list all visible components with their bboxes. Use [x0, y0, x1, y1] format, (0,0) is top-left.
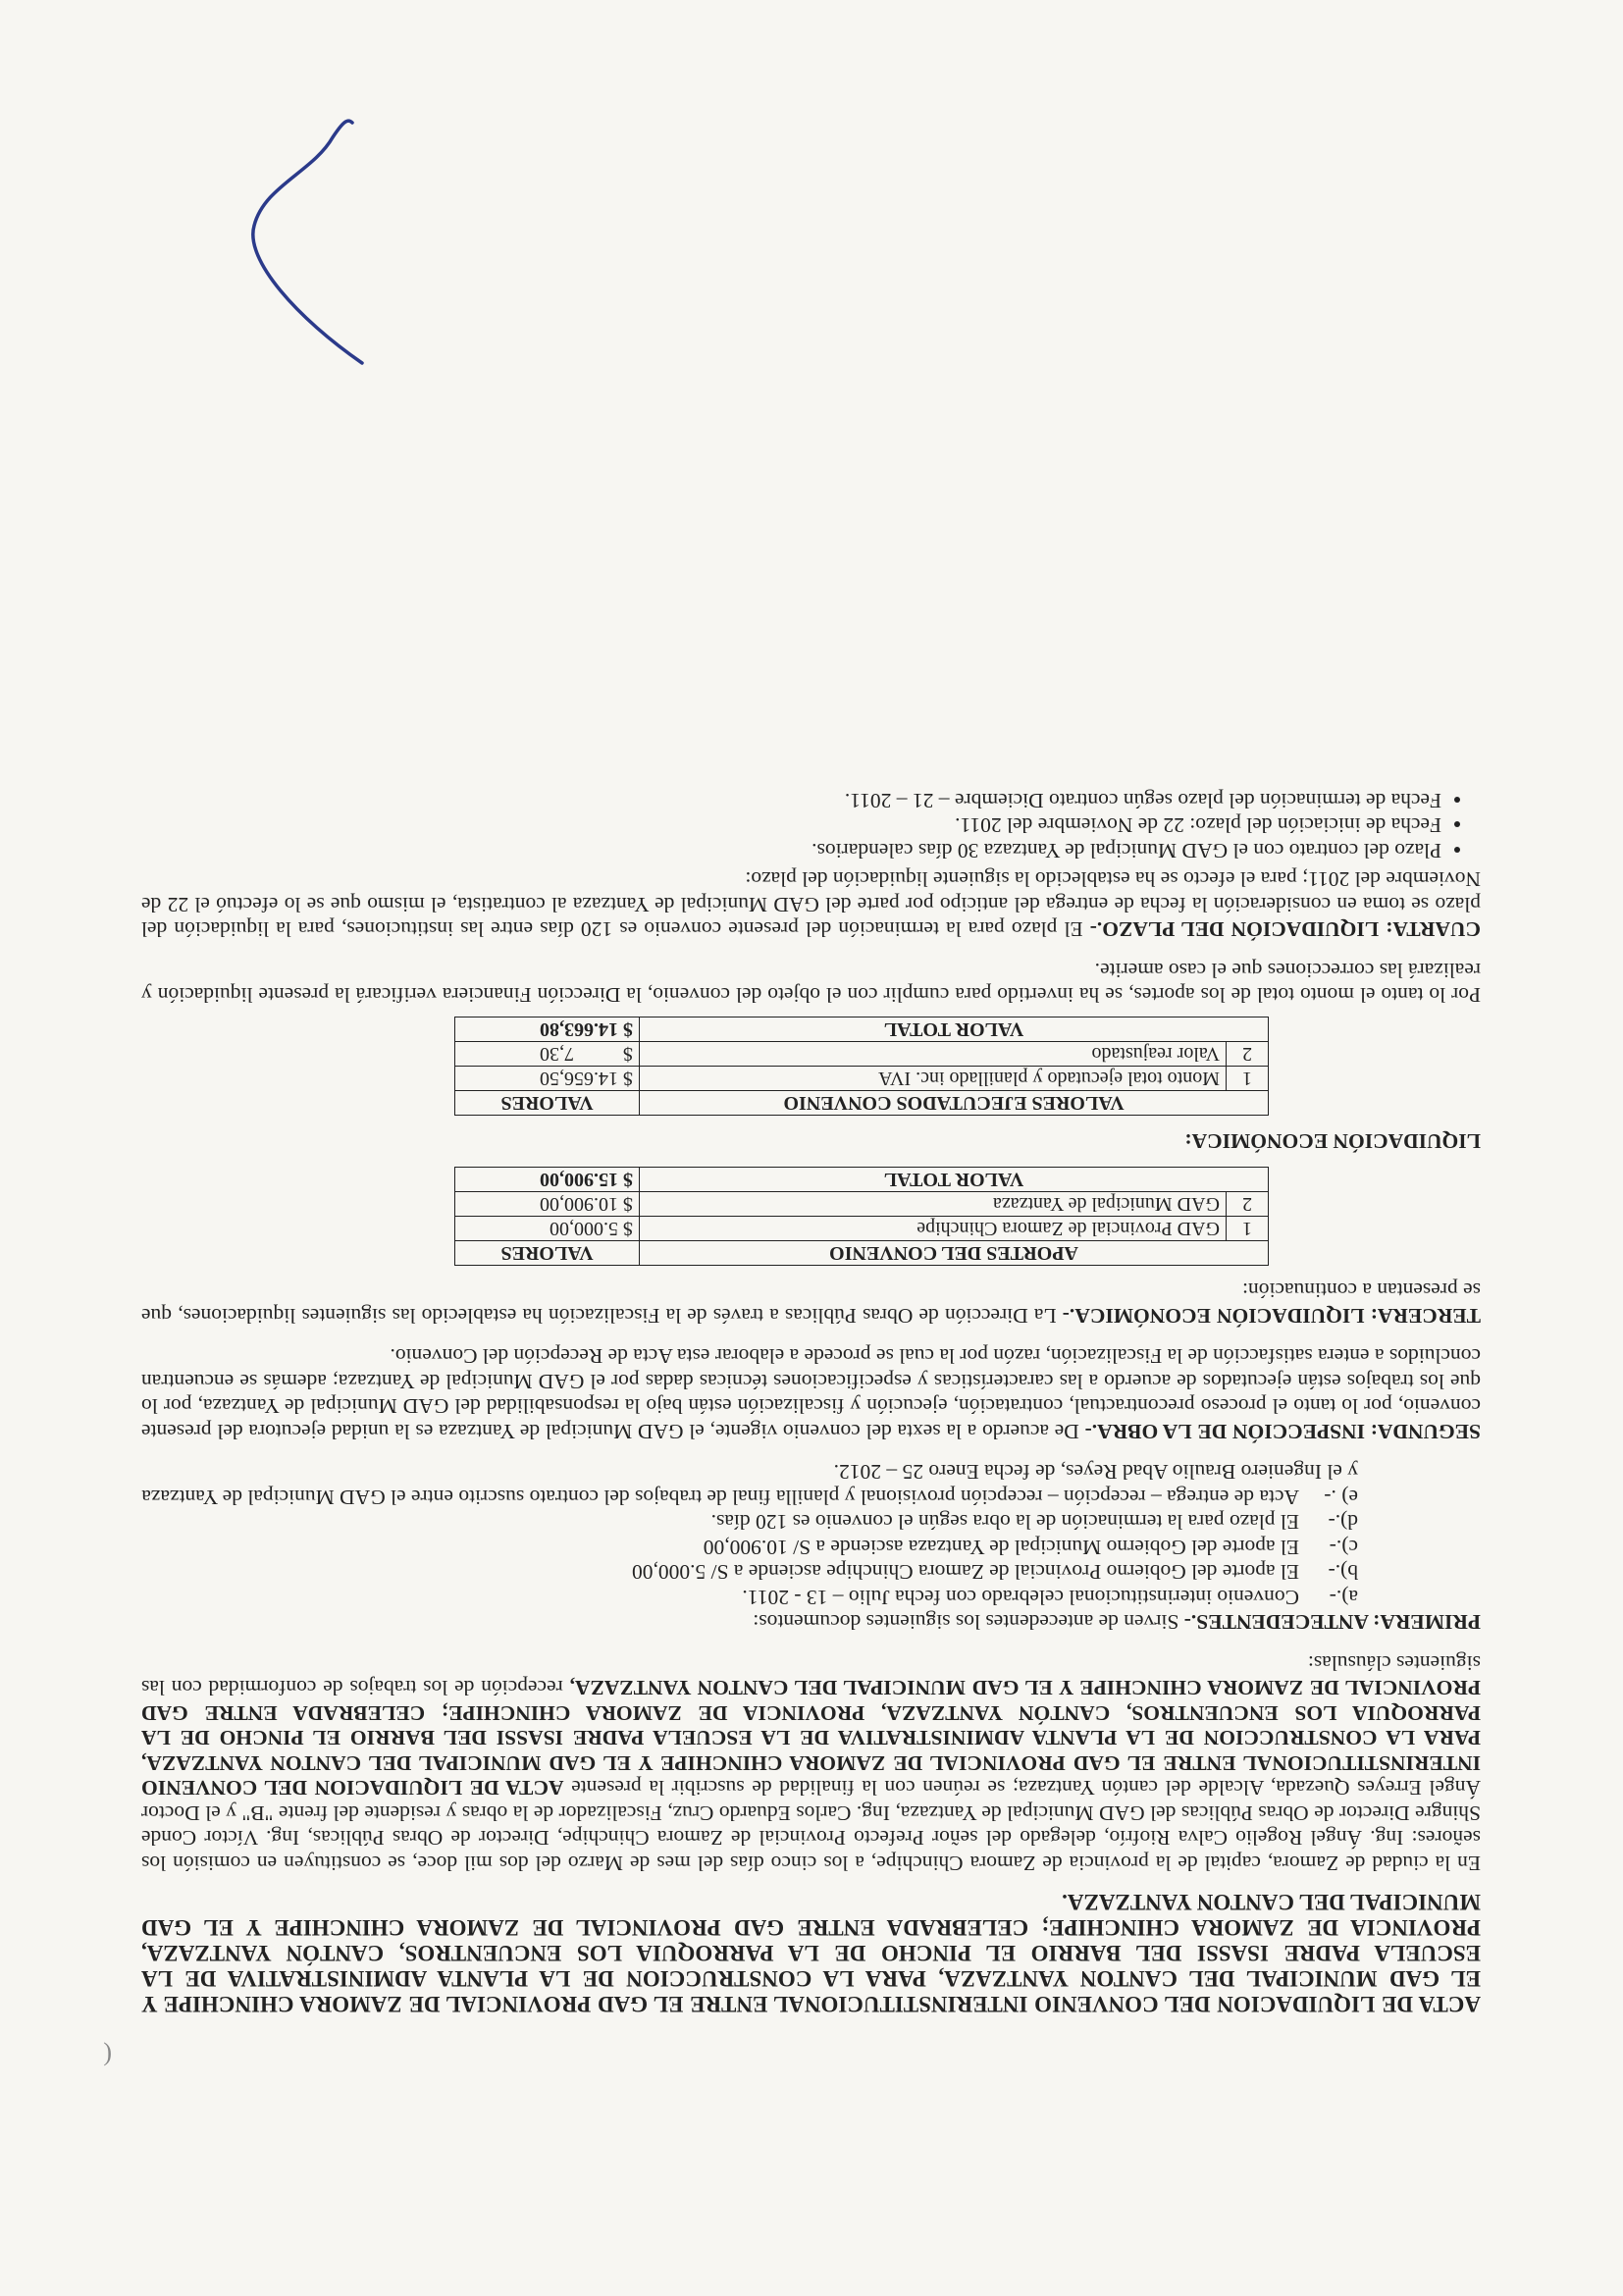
table-row — [455, 1192, 1269, 1217]
intro-text: En la ciudad de Zamora, capital de la provincia de Zamora Chinchipe, a los cinco días del mes de Marzo del dos mil doce, se constituyen en comisión los señores: Ing. Ángel Rogelio Calva Riofrío, delegado del señor Prefecto Provincial de Zamora Chinchipe, Director de Obras Públicas, Ing. Víctor Conde Shingre Director de Obras Públicas del GAD Municipal de Yantzaza, Ing. Carlos Eduardo Cruz, Fiscalizador de la obras y residente del frente "B" y el Doctor Ángel Erreyes Quezada, Alcalde del cantón Yantzaza; se reúnen con la finalidad de suscribir la presente — [141, 1776, 1481, 1875]
clause-segunda — [141, 1343, 1481, 1443]
antecedentes-list — [141, 1459, 1358, 1609]
table-cell: VALOR TOTAL — [640, 1168, 1269, 1192]
clause-heading: PRIMERA: ANTECEDENTES.- — [1183, 1610, 1481, 1635]
table-cell: $ 14.663,80 — [455, 1018, 640, 1042]
table-header: VALORES — [455, 1091, 640, 1116]
clause-text: El plazo para la terminación del presente convenio es 120 días entre las instituciones, para la liquidación del plazo se toma en consideración la fecha de entrega del anticipo por parte del GAD Municipal de Yantzaza al contratista, el mismo que se lo efectuó el 22 de Noviembre del 2011; para el efecto se ha establecido la siguiente liquidación del plazo: — [141, 867, 1481, 942]
table-header-row — [455, 1241, 1269, 1266]
signature-mark — [215, 118, 392, 373]
table-cell: GAD Provincial de Zamora Chinchipe — [640, 1217, 1227, 1241]
clause-tercera — [141, 1278, 1481, 1328]
list-item — [141, 1559, 1358, 1585]
table-row — [455, 1042, 1269, 1067]
liquidacion-heading: LIQUIDACIÓN ECONÓMICA: — [1184, 1129, 1481, 1153]
list-item-label: d).- — [1328, 1510, 1358, 1535]
list-item-text: Convenio interinstitucional celebrado con fecha Julio – 13 - 2011. — [742, 1586, 1299, 1609]
table-cell: GAD Municipal de Yantzaza — [640, 1192, 1227, 1217]
plazo-bullet-list — [141, 788, 1461, 863]
list-item — [141, 1535, 1358, 1560]
table-cell: Monto total ejecutado y planillado inc. IVA — [640, 1067, 1227, 1091]
table-total-row — [455, 1018, 1269, 1042]
list-item-text: El aporte del Gobierno Provincial de Zamora Chinchipe asciende a S/ 5.000,00 — [631, 1560, 1299, 1585]
list-item — [141, 1509, 1358, 1535]
clause-primera — [141, 1609, 1481, 1635]
table-cell: VALOR TOTAL — [640, 1018, 1269, 1042]
table-cell: 1 — [1227, 1217, 1269, 1241]
valores-ejecutados-table — [454, 1018, 1269, 1117]
intro-end-text: recepción de los trabajos de conformidad con las siguientes cláusulas: — [141, 1651, 1481, 1700]
clause-heading: SEGUNDA: INSPECCIÓN DE LA OBRA.- — [1084, 1420, 1481, 1443]
list-item-text: Acta de entrega – recepción – recepción provisional y planilla final de trabajos del contrato suscrito entre el GAD Municipal de Yantzaza y el Ingeniero Braulio Abad Reyes, de fecha Enero 25 – 2012. — [141, 1460, 1358, 1509]
list-item-text: El plazo para la terminación de la obra según el convenio es 120 días. — [710, 1510, 1299, 1535]
table-total-row — [455, 1168, 1269, 1192]
intro-paragraph — [141, 1650, 1481, 1876]
table-cell: $ 5.000,00 — [455, 1217, 640, 1241]
table-cell: $ 14.656,50 — [455, 1067, 640, 1091]
clause-heading: TERCERA: LIQUIDACIÓN ECONÓMICA.- — [1062, 1304, 1481, 1328]
list-item-text: El aporte del Gobierno Municipal de Yantzaza asciende a S/ 10.900,00 — [703, 1536, 1299, 1559]
list-item-label: a).- — [1329, 1586, 1358, 1609]
list-item-label: c).- — [1329, 1536, 1358, 1559]
list-item — [141, 1459, 1358, 1509]
table-header: APORTES DEL CONVENIO — [640, 1241, 1269, 1266]
table-cell: Valor reajustado — [640, 1042, 1227, 1067]
table-cell: $ 7,30 — [455, 1042, 640, 1067]
clause-text: Sirven de antecedentes los siguientes documentos: — [753, 1610, 1179, 1635]
table-header: VALORES EJECUTADOS CONVENIO — [640, 1091, 1269, 1116]
document-title: ACTA DE LIQUIDACION DEL CONVENIO INTERINSTITUCIONAL ENTRE EL GAD PROVINCIAL DE ZAMORA CHINCHIPE Y EL GAD MUNICIPAL DEL CANTON YANTZAZA, PARA LA CONSTRUCCION DE LA PLANTA ADMINISTRATIVA DE LA ESCUELA PADRE ISASSI DEL BARRIO EL PINCHO DE LA PARROQUIA LOS ENCUENTROS, CANTÓN YANTZAZA, PROVINCIA DE ZAMORA CHINCHIPE; CELEBRADA ENTRE GAD PROVINCIAL DE ZAMORA CHINCHIPE Y EL GAD MUNICIPAL DEL CANTON YANTZAZA. — [141, 1890, 1481, 2016]
intro-bold-text: ACTA DE LIQUIDACION DEL CONVENIO INTERINSTITUCIONAL ENTRE EL GAD PROVINCIAL DE ZAMORA CHINCHIPE Y EL GAD MUNICIPAL DEL CANTON YANTZAZA, PARA LA CONSTRUCCION DE LA PLANTA ADMINISTRATIVA DE LA ESCUELA PADRE ISASSI DEL BARRIO EL PINCHO DE LA PARROQUIA LOS ENCUENTROS, CANTÓN YANTZAZA, PROVINCIA DE ZAMORA CHINCHIPE; CELEBRADA ENTRE GAD PROVINCIAL DE ZAMORA CHINCHIPE Y EL GAD MUNICIPAL DEL CANTON YANTZAZA, — [140, 1676, 1481, 1800]
list-item: • Fecha de iniciación del plazo: 22 de Noviembre del 2011. — [141, 812, 1441, 838]
clause-cuarta — [141, 866, 1481, 942]
after-tables-paragraph: Por lo tanto el monto total de los aportes, se ha invertido para cumplir con el objeto del convenio, la Dirección Financiera verificará la presente liquidación y realizará las correcciones que el caso amerite. — [141, 959, 1481, 1008]
table-cell: $ 15.900,00 — [455, 1168, 640, 1192]
table-cell: 2 — [1227, 1042, 1269, 1067]
list-item: • Plazo del contrato con el GAD Municipal de Yantzaza 30 días calendarios. — [141, 838, 1441, 863]
table-header-row — [455, 1091, 1269, 1116]
aportes-table — [454, 1167, 1269, 1266]
list-item: • Fecha de terminación del plazo según contrato Diciembre – 21 – 2011. — [141, 788, 1441, 813]
document-body — [141, 788, 1481, 2017]
list-item — [141, 1585, 1358, 1610]
clause-text: La Dirección de Obras Públicas a través de la Fiscalización ha establecido las siguientes liquidaciones, que se presentan a continuación: — [140, 1278, 1481, 1328]
table-header: VALORES — [455, 1241, 640, 1266]
clause-text: De acuerdo a la sexta del convenio vigente, el GAD Municipal de Yantzaza es la unidad ejecutora del presente convenio, por lo tanto el proceso precontractual, contratación, ejecución y fiscalización están bajo la responsabilidad del GAD Municipal de Yantzaza, por lo que los trabajos están ejecutados de acuerdo a las características y especificaciones técnicas dadas por el GAD Municipal de Yantzaza; además se encuentran concluidos a entera satisfacción de la Fiscalización, razón por la cual se procede a elaborar esta Acta de Recepción del Convenio. — [140, 1344, 1481, 1443]
table-cell: 1 — [1227, 1067, 1269, 1091]
table-cell: $ 10.900,00 — [455, 1192, 640, 1217]
table-row — [455, 1217, 1269, 1241]
margin-mark: ( — [103, 2042, 112, 2070]
clause-heading: CUARTA: LIQUIDACIÓN DEL PLAZO.- — [1089, 917, 1481, 942]
list-item-label: e) .- — [1324, 1486, 1358, 1509]
table-row — [455, 1067, 1269, 1091]
list-item-label: b).- — [1328, 1560, 1358, 1585]
table-cell: 2 — [1227, 1192, 1269, 1217]
